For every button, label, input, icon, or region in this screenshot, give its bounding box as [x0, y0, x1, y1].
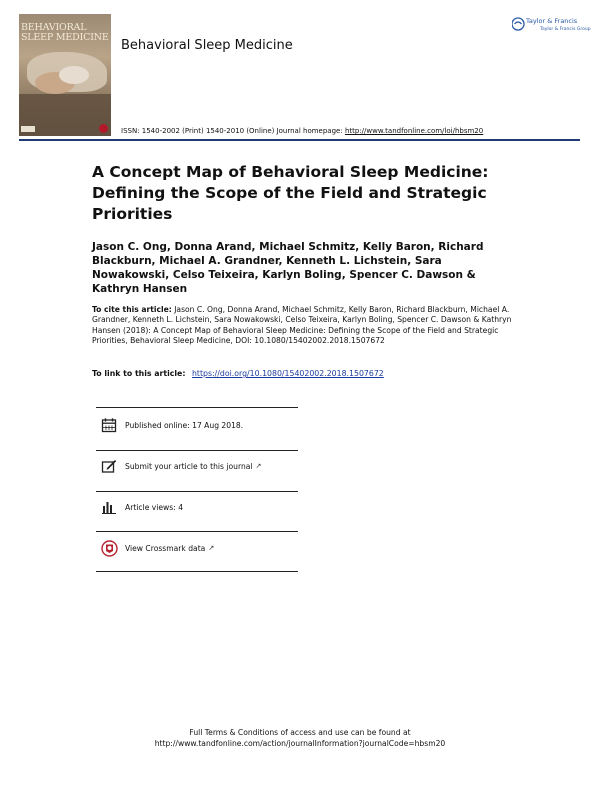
article-views: Article views: 4 — [125, 502, 184, 512]
terms-footer — [0, 727, 600, 749]
journal-name: Behavioral Sleep Medicine — [121, 38, 293, 53]
journal-cover-image — [19, 14, 111, 136]
cover-art-pillow — [59, 66, 89, 84]
cover-publisher-mark — [21, 126, 35, 132]
external-link-icon: ↗ — [255, 462, 262, 470]
published-date: Published online: 17 Aug 2018. — [125, 420, 244, 430]
citation-text: Jason C. Ong, Donna Arand, Michael Schmitz, Kelly Baron, Richard Blackburn, Michael A. Grandner, Kenneth L. Lichstein, Sara Nowakowski, Celso Teixeira, Karlyn Boling, Spencer C. Dawson & Kathryn Hansen (2018): A Concept Map of Behavioral Sleep Medicine: Defining the Scope of the Field and Strategic Priorities, Behavioral Sleep Medicine, DOI: 10.1080/15402002.2018.1507672 — [92, 305, 512, 345]
cover-title-line1: BEHAVIORAL — [21, 22, 87, 33]
crossmark-row[interactable] — [100, 537, 214, 559]
edit-icon — [100, 457, 118, 475]
cover-title — [21, 23, 111, 43]
views-row — [100, 496, 183, 518]
submit-article-link[interactable]: Submit your article to this journal — [125, 461, 253, 471]
issn-text: ISSN: 1540-2002 (Print) 1540-2010 (Online) Journal homepage: — [121, 127, 343, 135]
header-divider — [19, 139, 580, 141]
divider — [96, 407, 298, 408]
divider — [96, 571, 298, 572]
calendar-icon — [100, 416, 118, 434]
issn-line — [121, 127, 483, 135]
published-row — [100, 414, 243, 436]
divider — [96, 531, 298, 532]
publisher-logo-text: Taylor & Francis — [526, 17, 578, 25]
article-link-block — [92, 369, 522, 378]
crossmark-icon — [100, 539, 118, 557]
external-link-icon: ↗ — [208, 544, 215, 552]
article-title: A Concept Map of Behavioral Sleep Medicine: Defining the Scope of the Field and Strategic Priorities — [92, 163, 489, 223]
cover-badge-icon — [99, 124, 108, 133]
crossmark-link[interactable]: View Crossmark data — [125, 543, 206, 553]
footer-line1: Full Terms & Conditions of access and use can be found at — [189, 728, 411, 737]
divider — [96, 450, 298, 451]
bar-chart-icon — [100, 498, 118, 516]
article-authors: Jason C. Ong, Donna Arand, Michael Schmitz, Kelly Baron, Richard Blackburn, Michael A. Grandner, Kenneth L. Lichstein, Sara Nowakowski, Celso Teixeira, Karlyn Boling, Spencer C. Dawson & Kathryn Hansen — [92, 241, 484, 295]
cover-title-line2: SLEEP MEDICINE — [21, 32, 109, 43]
submit-article-row[interactable] — [100, 455, 261, 477]
citation-label: To cite this article: — [92, 305, 172, 314]
article-doi-link[interactable]: https://doi.org/10.1080/15402002.2018.1507672 — [191, 369, 384, 378]
citation-block — [92, 305, 522, 346]
divider — [96, 491, 298, 492]
publisher-logo-subtext: Taylor & Francis Group — [540, 27, 591, 32]
footer-terms-link[interactable]: http://www.tandfonline.com/action/journalInformation?journalCode=hbsm20 — [154, 739, 446, 748]
article-link-label: To link to this article: — [92, 369, 186, 378]
journal-homepage-link[interactable]: http://www.tandfonline.com/loi/hbsm20 — [344, 127, 484, 135]
